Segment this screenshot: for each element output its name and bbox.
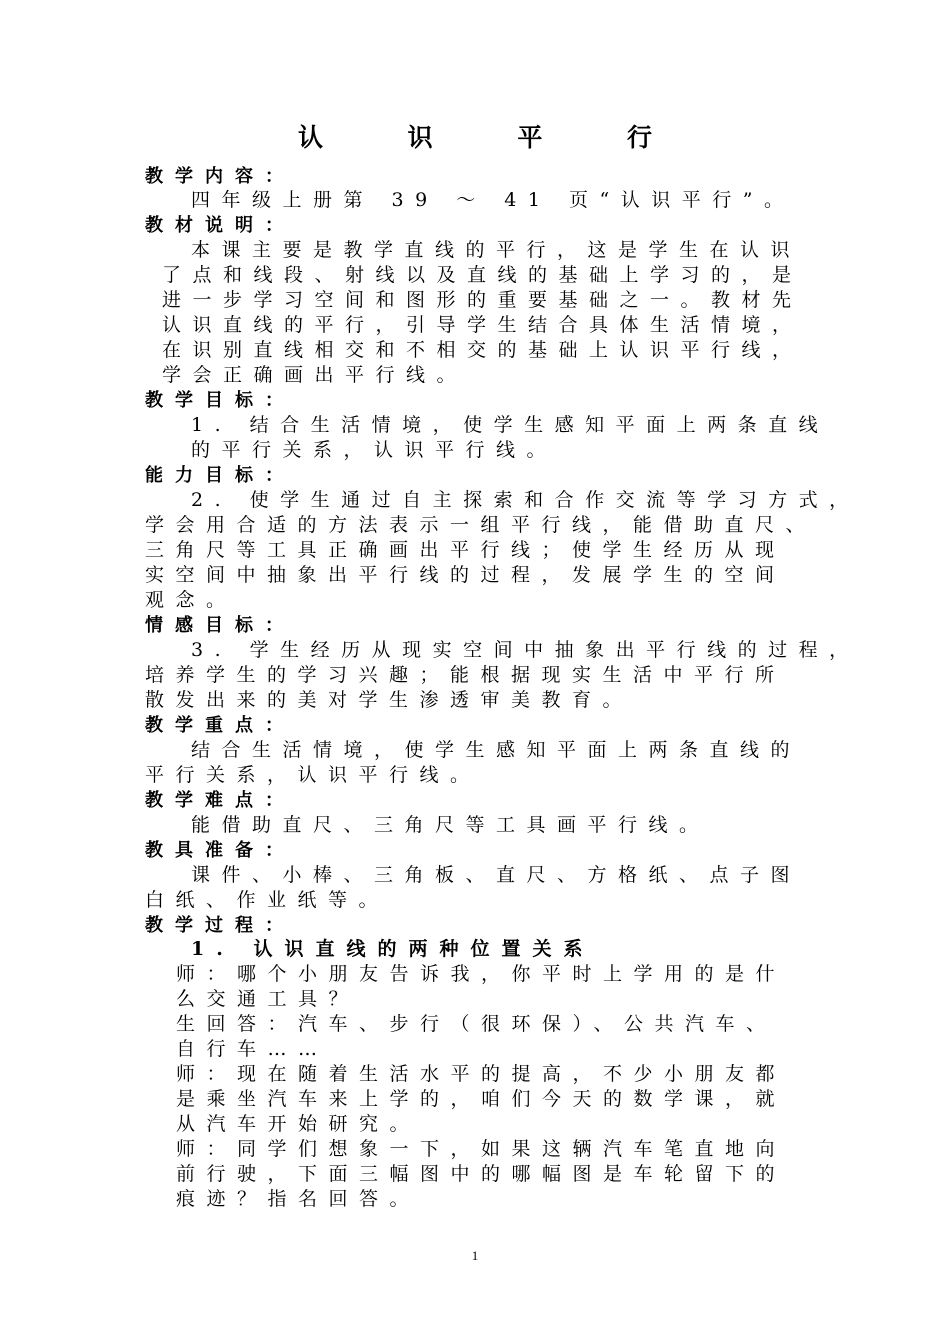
body-text-line: 结合生活情境，使学生感知平面上两条直线的 xyxy=(191,739,802,761)
section-heading: 教学目标： xyxy=(145,390,295,411)
body-text-line: 实空间中抽象出平行线的过程，发展学生的空间 xyxy=(145,564,786,586)
body-text-line: 认识直线的平行，引导学生结合具体生活情境， xyxy=(162,314,803,336)
body-text-line: 3. 学生经历从现实空间中抽象出平行线的过程， xyxy=(191,639,860,661)
body-text-line: 进一步学习空间和图形的重要基础之一。教材先 xyxy=(162,289,803,311)
body-text-line: 能借助直尺、三角尺等工具画平行线。 xyxy=(191,814,710,836)
body-text-line: 的平行关系，认识平行线。 xyxy=(191,439,558,461)
body-text-line: 白纸、作业纸等。 xyxy=(145,889,390,911)
body-text-line: 师：现在随着生活水平的提高，不少小朋友都 xyxy=(176,1063,787,1085)
section-heading: 教学难点： xyxy=(145,790,295,811)
section-heading: 教学内容： xyxy=(145,166,295,187)
body-text-line: 2. 使学生通过自主探索和合作交流等学习方式， xyxy=(191,489,860,511)
body-text-line: 四年级上册第 39 ～ 41 页“认识平行”。 xyxy=(191,189,795,211)
body-text-line: 观念。 xyxy=(145,589,237,611)
page-number: 1 xyxy=(471,1248,479,1263)
section-heading: 教学过程： xyxy=(145,915,295,936)
body-text-line: 学会正确画出平行线。 xyxy=(162,364,468,386)
body-text-line: 散发出来的美对学生渗透审美教育。 xyxy=(145,689,634,711)
body-text-line: 自行车…… xyxy=(176,1038,329,1060)
body-text-line: 在识别直线相交和不相交的基础上认识平行线， xyxy=(162,339,803,361)
body-text-line: 本课主要是教学直线的平行，这是学生在认识 xyxy=(191,239,802,261)
body-text-line: 学会用合适的方法表示一组平行线，能借助直尺、 xyxy=(145,514,817,536)
body-text-line: 从汽车开始研究。 xyxy=(176,1113,421,1135)
body-text-line: 痕迹？指名回答。 xyxy=(176,1188,421,1210)
section-heading: 教具准备： xyxy=(145,840,295,861)
body-text-line: 么交通工具？ xyxy=(176,988,360,1010)
body-text-line: 1. 结合生活情境，使学生感知平面上两条直线 xyxy=(191,414,830,436)
body-text-line: 生回答：汽车、步行（很环保）、公共汽车、 xyxy=(176,1013,777,1035)
body-text-line: 培养学生的学习兴趣；能根据现实生活中平行所 xyxy=(145,664,786,686)
subsection-heading: 1. 认识直线的两种位置关系 xyxy=(191,938,595,960)
body-text-line: 师：同学们想象一下，如果这辆汽车笔直地向 xyxy=(176,1138,787,1160)
section-heading: 情感目标： xyxy=(145,615,295,636)
section-heading: 能力目标： xyxy=(145,465,295,486)
section-heading: 教学重点： xyxy=(145,715,295,736)
body-text-line: 前行驶，下面三幅图中的哪幅图是车轮留下的 xyxy=(176,1163,787,1185)
body-text-line: 平行关系，认识平行线。 xyxy=(145,764,481,786)
body-text-line: 了点和线段、射线以及直线的基础上学习的，是 xyxy=(162,264,803,286)
body-text-line: 三角尺等工具正确画出平行线；使学生经历从现 xyxy=(145,539,786,561)
page-title: 认 识 平 行 xyxy=(297,123,691,152)
body-text-line: 课件、小棒、三角板、直尺、方格纸、点子图 xyxy=(191,864,802,886)
section-heading: 教材说明： xyxy=(145,215,295,236)
body-text-line: 师：哪个小朋友告诉我，你平时上学用的是什 xyxy=(176,963,787,985)
body-text-line: 是乘坐汽车来上学的，咱们今天的数学课，就 xyxy=(176,1088,787,1110)
